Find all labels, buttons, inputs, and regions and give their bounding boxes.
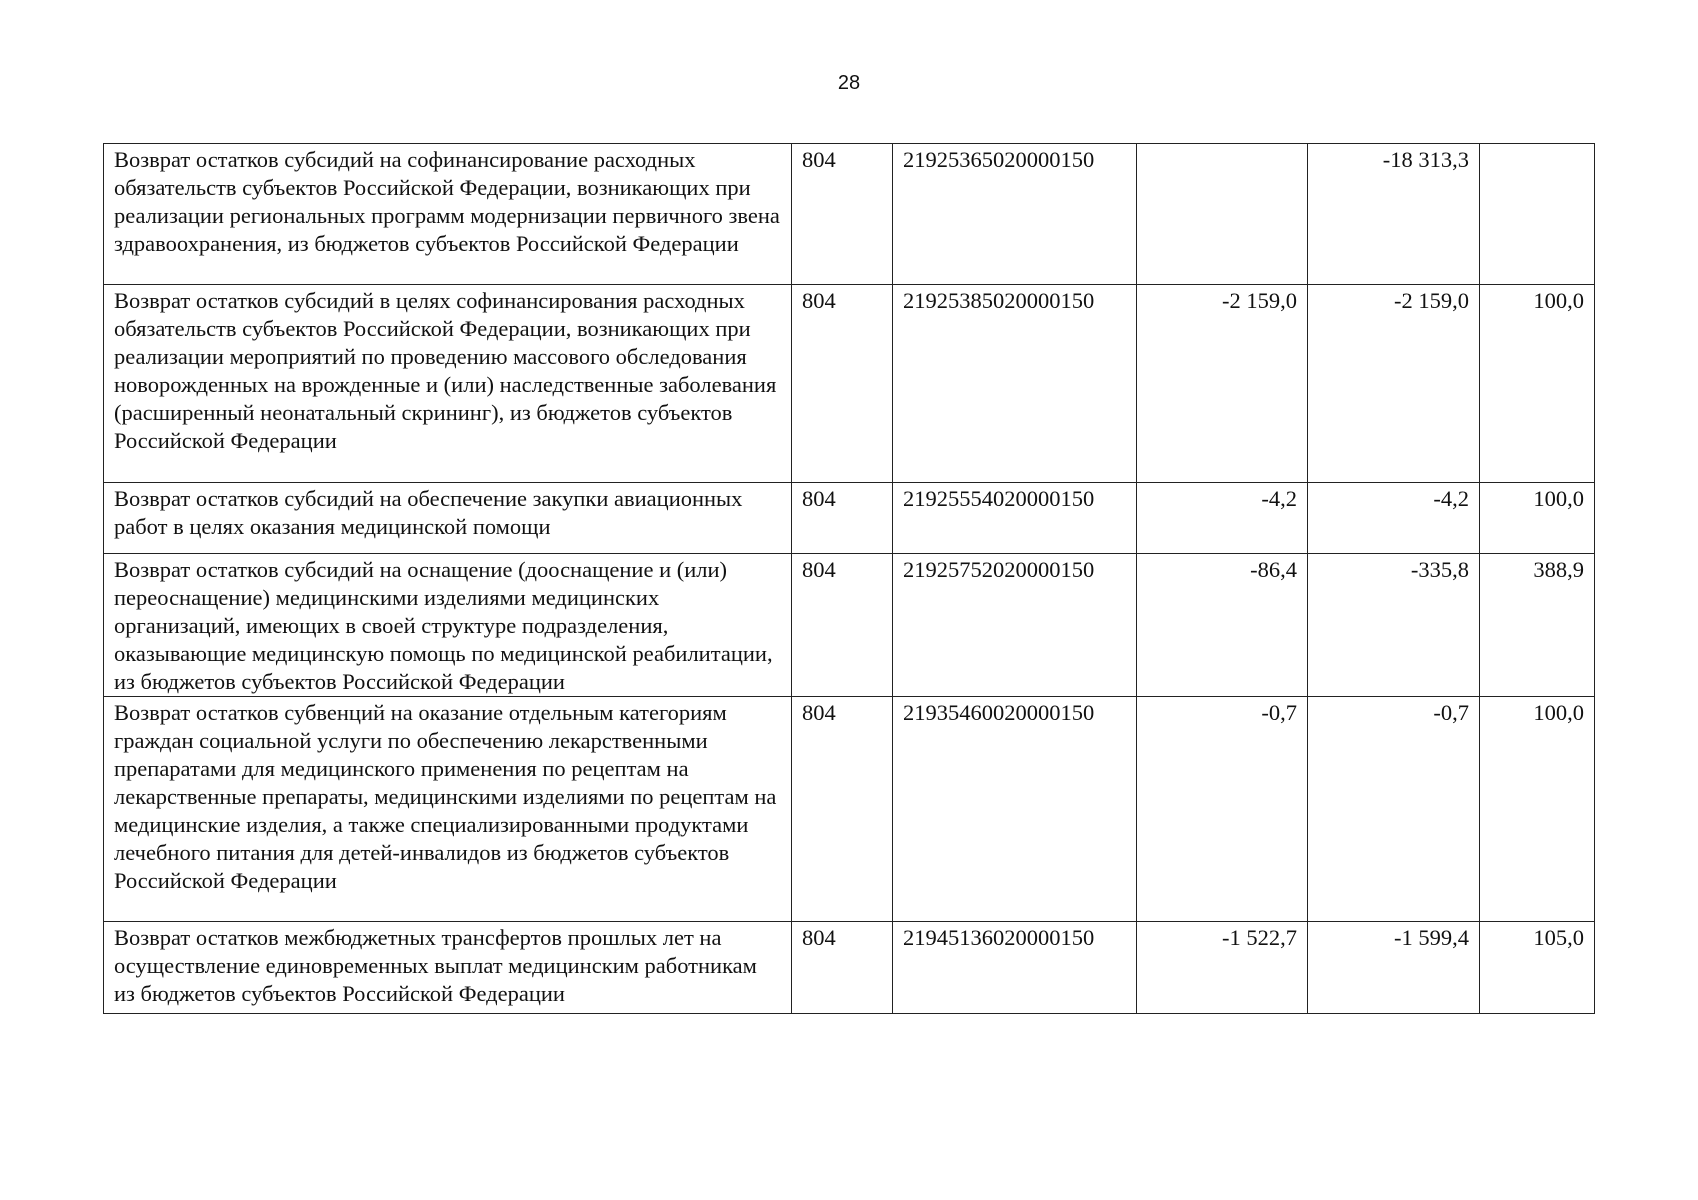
table-row	[104, 922, 1595, 1014]
row-percent-cell: 100,0	[1480, 697, 1595, 922]
table-row	[104, 483, 1595, 554]
row-admin-code-cell: 804	[792, 554, 893, 697]
row-name-cell: Возврат остатков субвенций на оказание отдельным категориям граждан социальной услуги по обеспечению лекарственными препаратами для медицинского применения по рецептам на лекарственные препараты, медицинскими изделиями по рецептам на медицинские изделия, а также специализированными продуктами лечебного питания для детей-инвалидов из бюджетов субъектов Российской Федерации	[104, 697, 792, 922]
row-value-2-cell: -4,2	[1308, 483, 1480, 554]
row-name-cell: Возврат остатков субсидий на оснащение (дооснащение и (или) переоснащение) медицинскими изделиями медицинских организаций, имеющих в своей структуре подразделения, оказывающие медицинскую помощь по медицинской реабилитации, из бюджетов субъектов Российской Федерации	[104, 554, 792, 697]
row-budget-code-cell: 21945136020000150	[893, 922, 1137, 1014]
row-admin-code-cell: 804	[792, 285, 893, 483]
row-name-cell: Возврат остатков субсидий в целях софинансирования расходных обязательств субъектов Российской Федерации, возникающих при реализации мероприятий по проведению массового обследования новорожденных на врожденные и (или) наследственные заболевания (расширенный неонатальный скрининг), из бюджетов субъектов Российской Федерации	[104, 285, 792, 483]
row-admin-code-cell: 804	[792, 144, 893, 285]
row-value-1-cell: -4,2	[1137, 483, 1308, 554]
row-budget-code-cell: 21925365020000150	[893, 144, 1137, 285]
row-budget-code-cell: 21925554020000150	[893, 483, 1137, 554]
row-percent-cell: 105,0	[1480, 922, 1595, 1014]
row-value-2-cell: -1 599,4	[1308, 922, 1480, 1014]
row-value-1-cell: -2 159,0	[1137, 285, 1308, 483]
row-budget-code-cell: 21935460020000150	[893, 697, 1137, 922]
row-value-2-cell: -2 159,0	[1308, 285, 1480, 483]
page-number: 28	[837, 72, 861, 94]
row-value-2-cell: -18 313,3	[1308, 144, 1480, 285]
budget-table	[103, 143, 1595, 1014]
row-value-1-cell	[1137, 144, 1308, 285]
table-row	[104, 144, 1595, 285]
row-percent-cell: 100,0	[1480, 483, 1595, 554]
row-name-cell: Возврат остатков межбюджетных трансфертов прошлых лет на осуществление единовременных выплат медицинским работникам из бюджетов субъектов Российской Федерации	[104, 922, 792, 1014]
row-value-1-cell: -86,4	[1137, 554, 1308, 697]
row-budget-code-cell: 21925385020000150	[893, 285, 1137, 483]
row-value-1-cell: -1 522,7	[1137, 922, 1308, 1014]
row-value-2-cell: -335,8	[1308, 554, 1480, 697]
row-name-cell: Возврат остатков субсидий на софинансирование расходных обязательств субъектов Российской Федерации, возникающих при реализации региональных программ модернизации первичного звена здравоохранения, из бюджетов субъектов Российской Федерации	[104, 144, 792, 285]
row-budget-code-cell: 21925752020000150	[893, 554, 1137, 697]
row-value-2-cell: -0,7	[1308, 697, 1480, 922]
row-percent-cell: 100,0	[1480, 285, 1595, 483]
row-admin-code-cell: 804	[792, 483, 893, 554]
row-percent-cell: 388,9	[1480, 554, 1595, 697]
table-row	[104, 697, 1595, 922]
table-row	[104, 285, 1595, 483]
row-admin-code-cell: 804	[792, 697, 893, 922]
table-row	[104, 554, 1595, 697]
row-percent-cell	[1480, 144, 1595, 285]
row-name-cell: Возврат остатков субсидий на обеспечение закупки авиационных работ в целях оказания медицинской помощи	[104, 483, 792, 554]
row-admin-code-cell: 804	[792, 922, 893, 1014]
row-value-1-cell: -0,7	[1137, 697, 1308, 922]
